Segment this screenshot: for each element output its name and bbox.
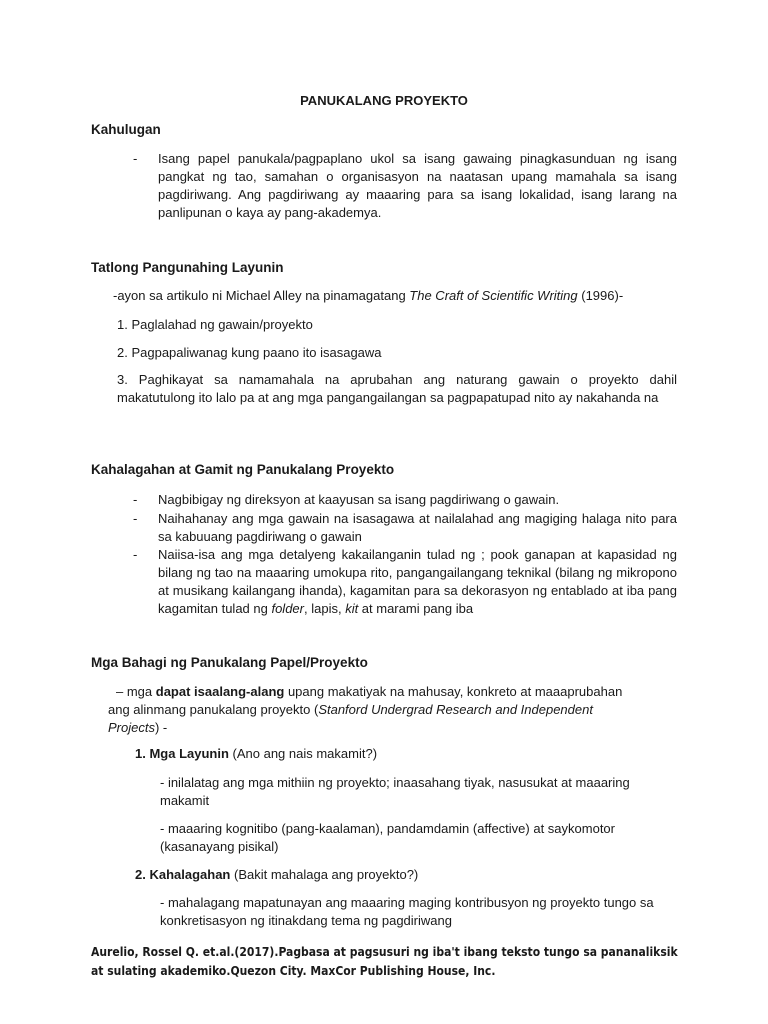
page-title: PANUKALANG PROYEKTO <box>300 93 468 108</box>
bahagi-part-1-desc-2: - maaaring kognitibo (pang-kaalaman), pandamdamin (affective) at saykomotor (kasanayang pisikal) <box>160 821 615 854</box>
layunin-intro <box>113 287 683 305</box>
bullet-dash: - <box>133 492 138 507</box>
kahulugan-text: Isang papel panukala/pagpaplano ukol sa isang gawaing pinagkasunduan ng isang pangkat ng tao, samahan o organisasyon na naatasan upang mamahala sa isang pagdiriwang. Ang pagdiriwang ay maaaring para sa isang lokalidad, isang larang na panlipunan o kaya ay pang-akademya. <box>158 151 677 220</box>
bahagi-intro-bold: dapat isaalang-alang <box>155 684 285 699</box>
bahagi-intro-mid: upang makatiyak na mahusay, konkreto at maaaprubahan ang alinmang panukalang proyekto ( <box>108 684 623 717</box>
heading-layunin: Tatlong Pangunahing Layunin <box>91 260 284 275</box>
bullet-dash: - <box>133 511 138 526</box>
bahagi-part-1-question: (Ano ang nais makamit?) <box>228 746 378 761</box>
layunin-item-1: 1. Paglalahad ng gawain/proyekto <box>117 317 313 332</box>
layunin-intro-text: -ayon sa artikulo ni Michael Alley na pinamagatang <box>113 288 410 303</box>
bahagi-intro-start: – mga <box>116 684 156 699</box>
bullet-dash: - <box>133 151 138 166</box>
kahalagahan-item-1: Nagbibigay ng direksyon at kaayusan sa isang pagdiriwang o gawain. <box>158 492 560 507</box>
bahagi-part-1-label: 1. Mga Layunin <box>135 746 229 761</box>
heading-bahagi: Mga Bahagi ng Panukalang Papel/Proyekto <box>91 655 368 670</box>
heading-kahalagahan: Kahalagahan at Gamit ng Panukalang Proyekto <box>91 462 395 477</box>
kahalagahan-item-3-end: at marami pang iba <box>358 601 474 616</box>
bahagi-part-2-question: (Bakit mahalaga ang proyekto?) <box>230 867 419 882</box>
kahalagahan-item-3-mid: , lapis, <box>304 601 346 616</box>
kahalagahan-item-3-kit: kit <box>345 601 359 616</box>
layunin-intro-year: (1996)- <box>577 288 624 303</box>
kahalagahan-item-2: Naihahanay ang mga gawain na isasagawa at nailalahad ang magiging halaga nito para sa kabuuang pagdiriwang o gawain <box>158 511 677 544</box>
citation-footer: Aurelio, Rossel Q. et.al.(2017).Pagbasa at pagsusuri ng iba't ibang teksto tungo sa pananaliksik at sulating akademiko.Quezon City. MaxCor Publishing House, Inc. <box>91 945 678 978</box>
bahagi-intro-end: ) - <box>154 720 168 735</box>
bahagi-part-1-desc-1: - inilalatag ang mga mithiin ng proyekto; inaasahang tiyak, nasusukat at maaaring makamit <box>160 775 630 808</box>
kahalagahan-item-3 <box>158 546 677 618</box>
bahagi-part-2-desc-1: - mahalagang mapatunayan ang maaaring maging kontribusyon ng proyekto tungo sa konkretisasyon ng itinakdang tema ng pagdiriwang <box>160 895 654 928</box>
bahagi-part-1 <box>135 745 675 763</box>
layunin-intro-title: The Craft of Scientific Writing <box>409 288 578 303</box>
heading-kahulugan: Kahulugan <box>91 122 161 137</box>
layunin-item-3: 3. Paghikayat sa namamahala na aprubahan ang naturang gawain o proyekto dahil makatutulong ito lalo pa at ang mga pangangailangan sa pagpapatupad nito ay nakahanda na <box>117 372 677 405</box>
bullet-dash: - <box>133 547 138 562</box>
bahagi-part-2 <box>135 866 675 884</box>
bahagi-intro-source: Stanford Undergrad Research and Independent Projects <box>108 702 593 735</box>
bahagi-part-2-label: 2. Kahalagahan <box>135 867 231 882</box>
kahalagahan-item-3-text: Naiisa-isa ang mga detalyeng kakailanganin tulad ng ; pook ganapan at kapasidad ng bilang ng tao na maaaring umokupa rito, pangangailangang teknikal (bilang ng mikropono at musikang kailangang ihanda), kagamitan para sa dekorasyon ng entablado at iba pang kagamitan tulad ng <box>158 547 677 616</box>
layunin-item-2: 2. Pagpapaliwanag kung paano ito isasagawa <box>117 345 382 360</box>
kahalagahan-item-3-folder: folder <box>271 601 304 616</box>
bahagi-intro <box>108 683 643 737</box>
